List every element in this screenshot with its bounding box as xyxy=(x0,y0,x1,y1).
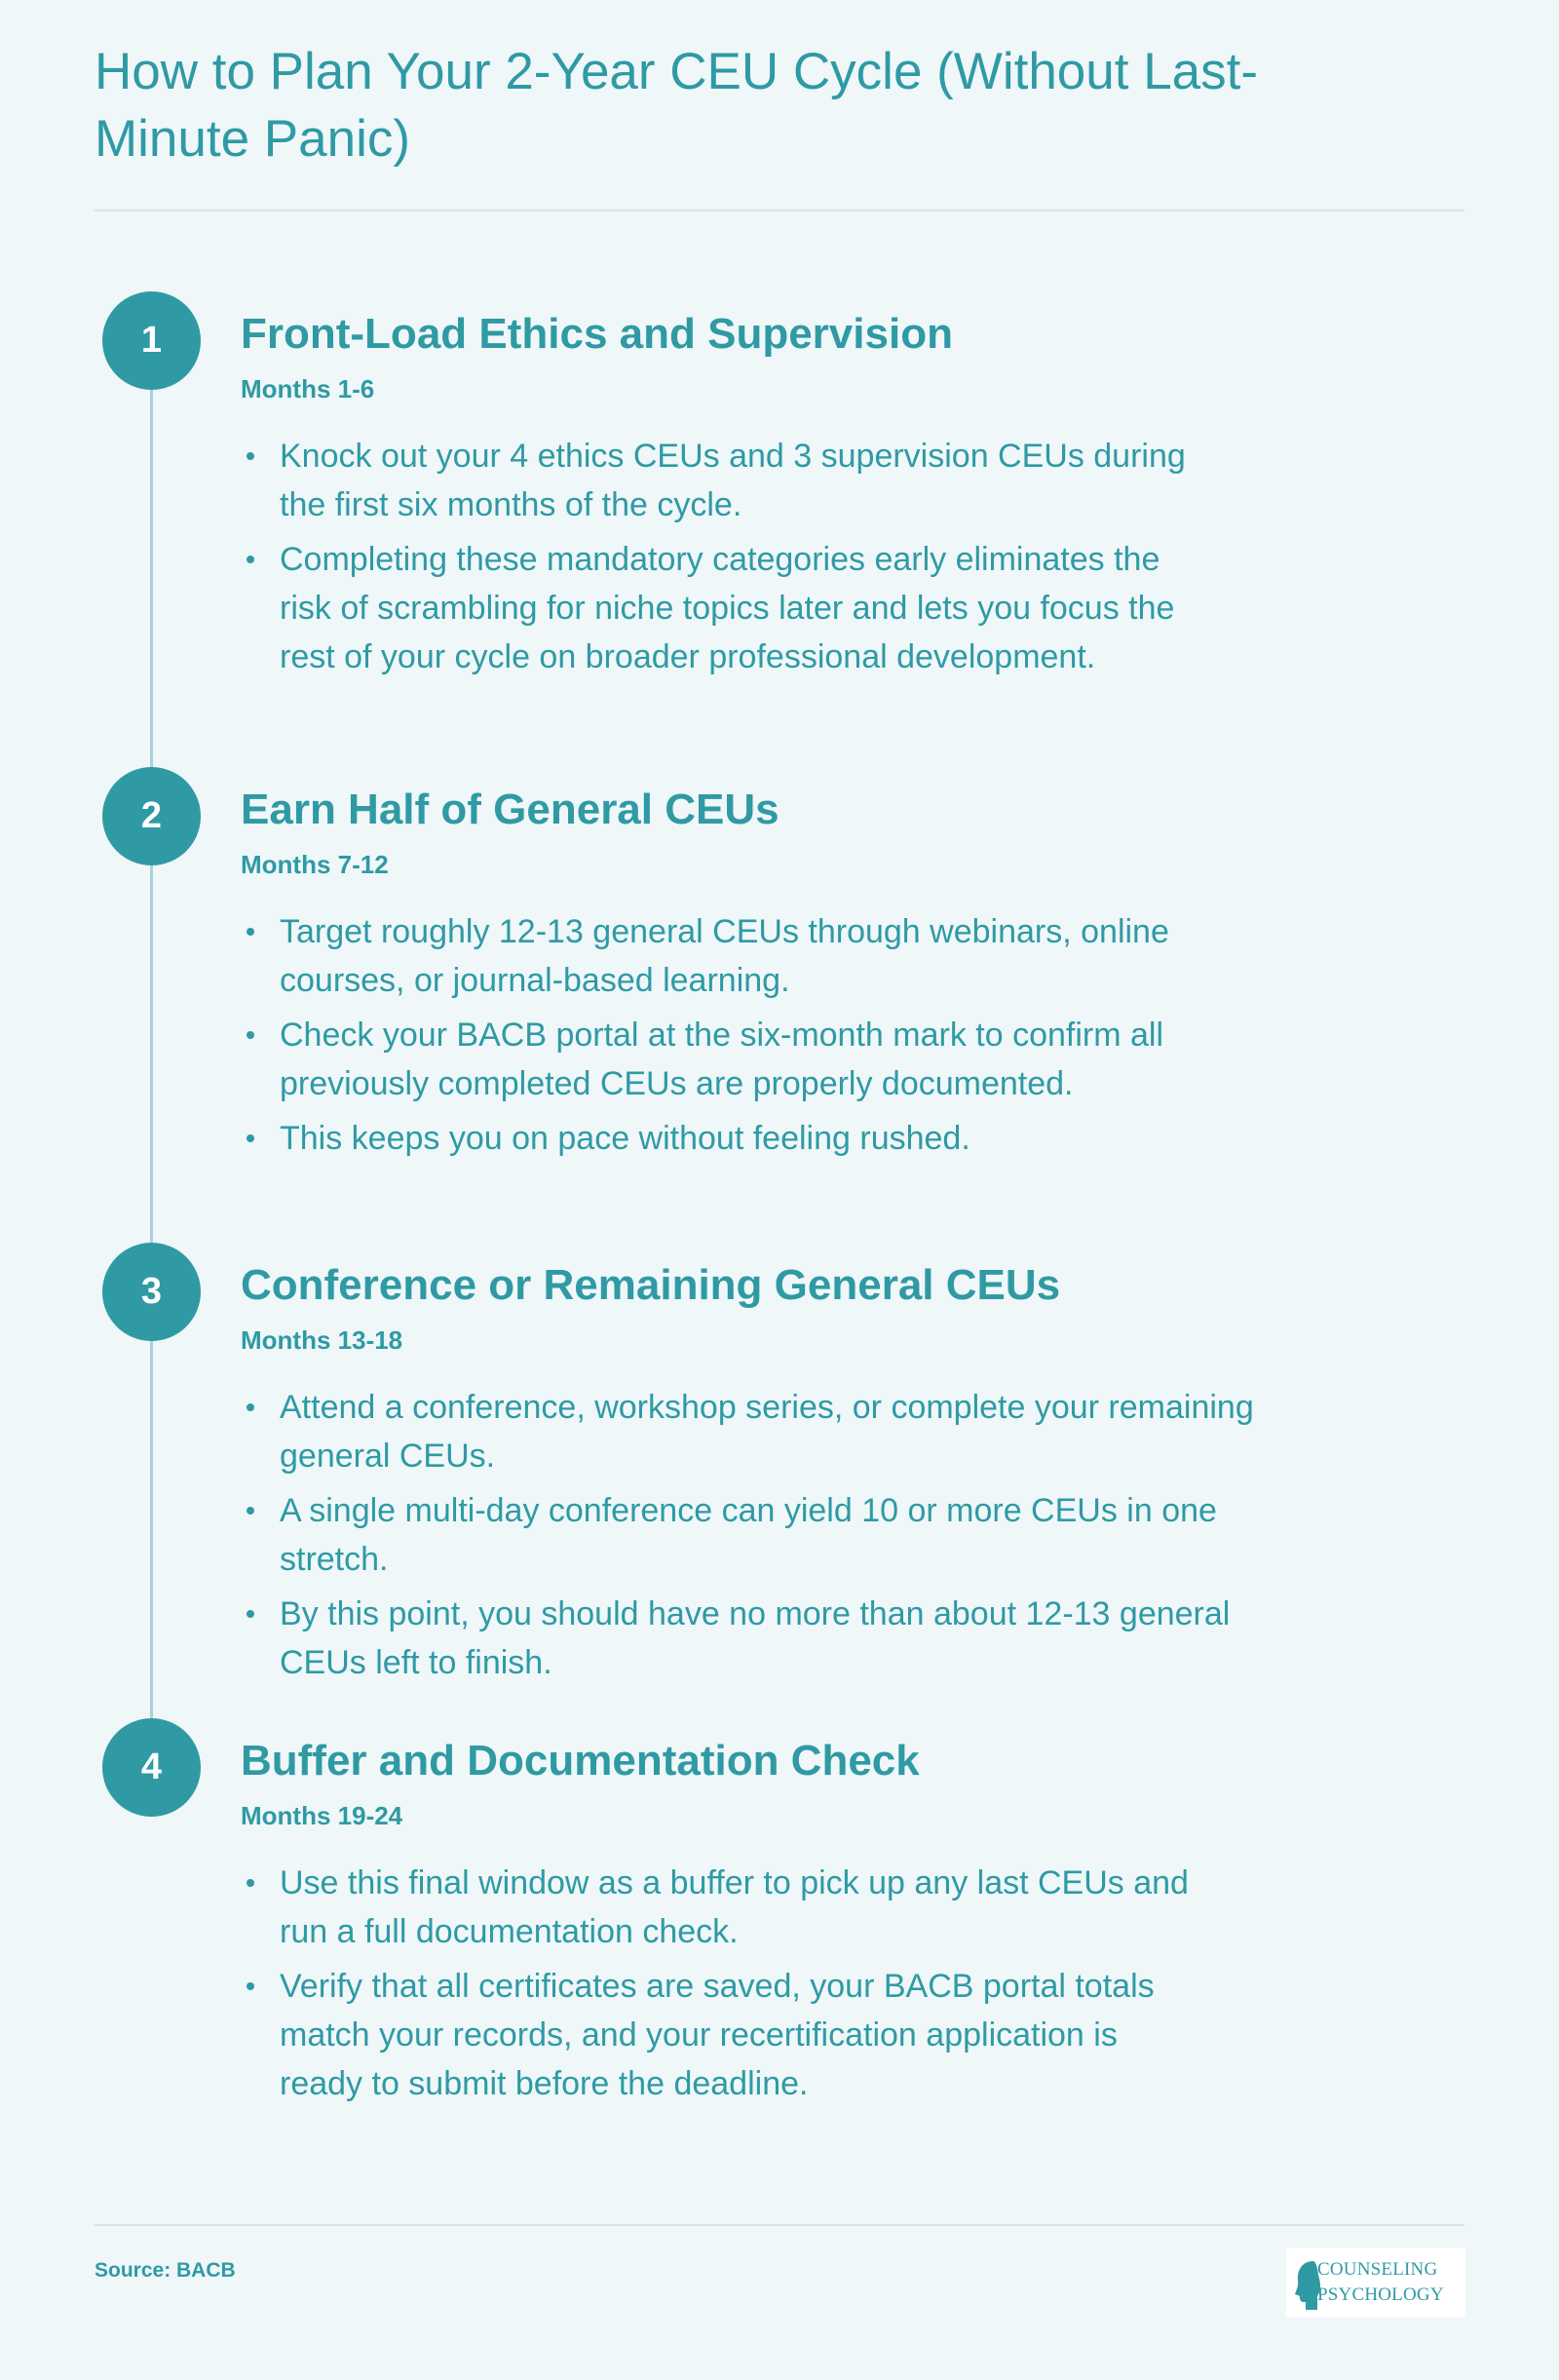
step-3-bullet-list xyxy=(241,1383,1264,1687)
step-1-bullet-list xyxy=(241,432,1264,681)
step-1-period: Months 1-6 xyxy=(241,373,375,403)
step-2-bullet: This keeps you on pace without feeling rushed. xyxy=(241,1114,1235,1163)
bullet-dot-icon xyxy=(247,1031,254,1039)
step-2-bullet: Check your BACB portal at the six-month mark to confirm all previously completed CEUs are properly documented. xyxy=(241,1011,1254,1108)
header-divider xyxy=(95,210,1464,211)
bullet-dot-icon xyxy=(247,928,254,936)
logo-wordmark: COUNSELING PSYCHOLOGY xyxy=(1317,2259,1444,2305)
step-3-heading: Conference or Remaining General CEUs xyxy=(241,1261,1061,1309)
source-note: Source: BACB xyxy=(95,2259,236,2282)
step-1-number-badge: 1 xyxy=(102,291,201,390)
step-2-number-badge: 2 xyxy=(102,767,201,865)
step-4-bullet-list xyxy=(241,1859,1264,2108)
step-4-bullet: Verify that all certificates are saved, your BACB portal totals match your records, and your recertification application is ready to submit before the deadline. xyxy=(241,1962,1157,2108)
page-title: How to Plan Your 2-Year CEU Cycle (Without Last-Minute Panic) xyxy=(95,43,1259,168)
step-2-period: Months 7-12 xyxy=(241,849,389,879)
step-4 xyxy=(241,1736,1264,2114)
timeline-connector-3-4 xyxy=(150,1341,153,1719)
step-4-period: Months 19-24 xyxy=(241,1800,403,1830)
step-2-bullet-list xyxy=(241,907,1264,1163)
step-3-bullet: A single multi-day conference can yield 10 or more CEUs in one stretch. xyxy=(241,1486,1254,1584)
bullet-dot-icon xyxy=(247,452,254,460)
counseling-psychology-logo xyxy=(1286,2247,1465,2318)
step-3-number-badge: 3 xyxy=(102,1243,201,1341)
step-2 xyxy=(241,785,1264,1169)
bullet-dot-icon xyxy=(247,1610,254,1618)
step-3-bullet: By this point, you should have no more than about 12-13 general CEUs left to finish. xyxy=(241,1590,1254,1687)
timeline-connector-2-3 xyxy=(150,865,153,1244)
step-2-heading: Earn Half of General CEUs xyxy=(241,786,780,833)
step-1-heading: Front-Load Ethics and Supervision xyxy=(241,310,953,358)
bullet-dot-icon xyxy=(247,1507,254,1515)
step-1-bullet: Knock out your 4 ethics CEUs and 3 supervision CEUs during the first six months of the cycle. xyxy=(241,432,1235,529)
step-4-bullet: Use this final window as a buffer to pick up any last CEUs and run a full documentation check. xyxy=(241,1859,1215,1956)
step-3 xyxy=(241,1260,1264,1693)
bullet-dot-icon xyxy=(247,1879,254,1887)
footer-divider xyxy=(95,2224,1464,2226)
timeline-connector-1-2 xyxy=(150,390,153,768)
step-3-bullet: Attend a conference, workshop series, or complete your remaining general CEUs. xyxy=(241,1383,1254,1480)
step-1 xyxy=(241,309,1264,687)
bullet-dot-icon xyxy=(247,1134,254,1142)
step-3-period: Months 13-18 xyxy=(241,1324,403,1355)
step-4-heading: Buffer and Documentation Check xyxy=(241,1737,920,1785)
bullet-dot-icon xyxy=(247,1982,254,1990)
step-4-number-badge: 4 xyxy=(102,1718,201,1817)
bullet-dot-icon xyxy=(247,1403,254,1411)
bullet-dot-icon xyxy=(247,556,254,563)
step-2-bullet: Target roughly 12-13 general CEUs through webinars, online courses, or journal-based learning. xyxy=(241,907,1235,1005)
step-1-bullet: Completing these mandatory categories early eliminates the risk of scrambling for niche topics later and lets you focus the rest of your cycle on broader professional development. xyxy=(241,535,1215,681)
